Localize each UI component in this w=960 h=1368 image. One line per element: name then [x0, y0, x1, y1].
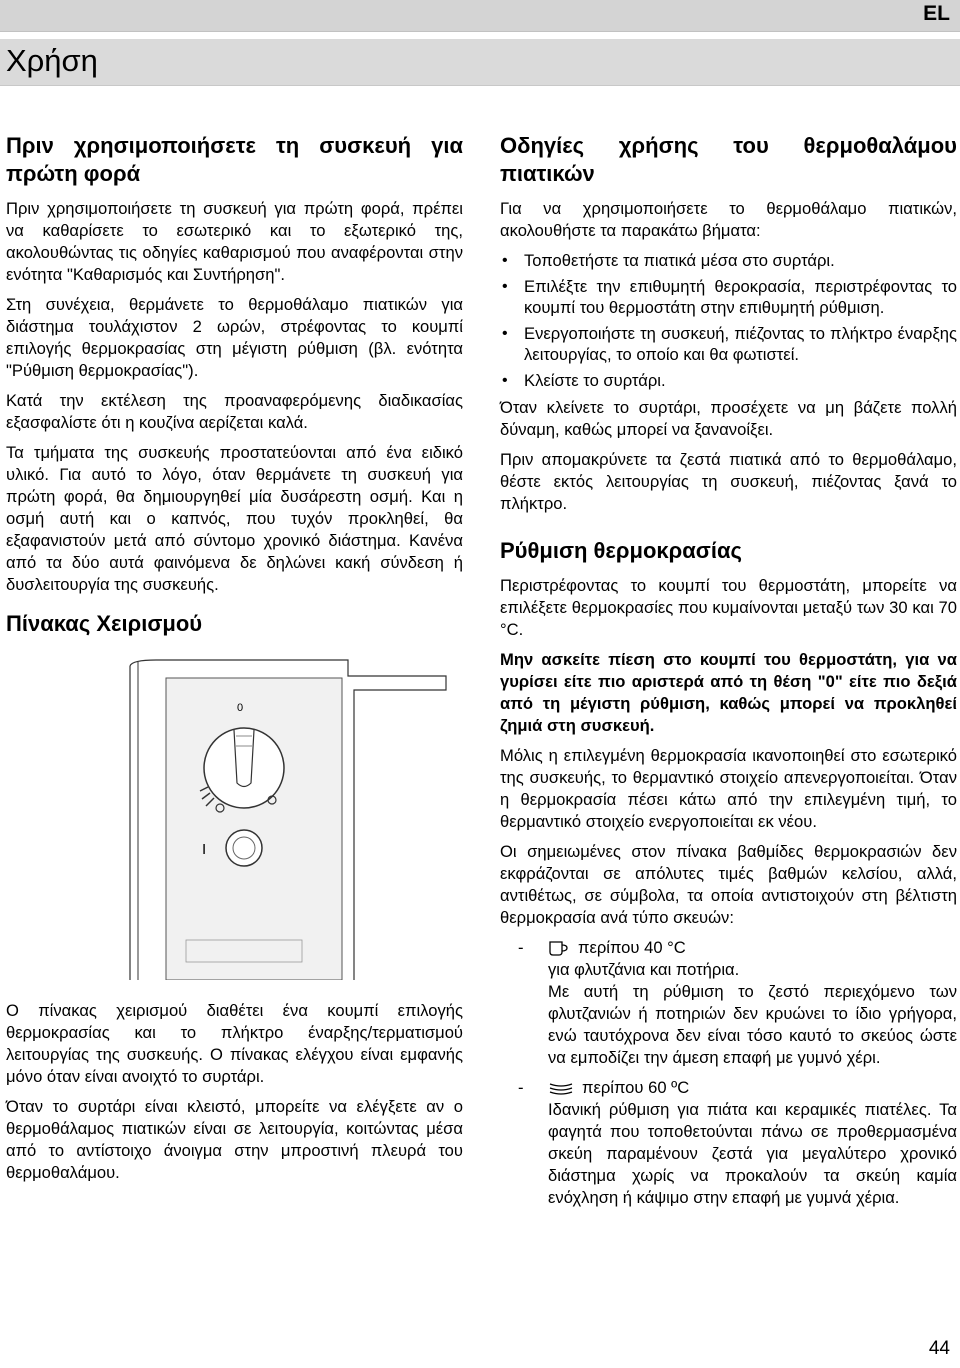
- setting-plates-text: Ιδανική ρύθμιση για πιάτα και κεραμικές πιατέλες. Τα φαγητά που τοποθετούνται πάνω σε προθερμασμένα σκεύη παραμένουν ζεστά για μεγαλύτερο χρονικό διάστημα χωρίς να προκαλούν τα σκεύη καμία ενόχληση ή κάψιμο στην επαφή με γυμνά χέρια.: [548, 1100, 957, 1207]
- cup-icon: [548, 939, 570, 957]
- plates-icon: [548, 1080, 574, 1096]
- instructions-intro: Για να χρησιμοποιήσετε το θερμοθάλαμο πιατικών, ακολουθήστε τα παρακάτω βήματα:: [500, 199, 957, 240]
- page-number: 44: [928, 1338, 950, 1359]
- control-panel-figure: [6, 650, 461, 980]
- setting-plates-temp: περίπου 60 ºC: [582, 1078, 690, 1097]
- dash-marker: -: [518, 1078, 524, 1097]
- control-panel-paragraph-2: Όταν το συρτάρι είναι κλειστό, μπορείτε να ελέγξετε αν ο θερμοθάλαμος πιατικών είναι σε λειτουργία, κοιτώντας μέσα από το αντίστοιχο άνοιγμα στην μπροστινή πλευρά του θερμοθαλάμου.: [6, 1097, 463, 1182]
- dash-marker: -: [518, 938, 524, 957]
- page-title: Χρήση: [6, 43, 98, 78]
- control-panel-drawing: [6, 650, 461, 980]
- instructions-heading: Οδηγίες χρήσης του θερμοθαλάμου πιατικών: [500, 133, 957, 186]
- switch-on-label: I: [202, 841, 207, 858]
- setting-cups: [500, 937, 957, 1069]
- right-column: [500, 132, 957, 1209]
- first-use-paragraph-1: Πριν χρησιμοποιήσετε τη συσκευή για πρώτη φορά, πρέπει να καθαρίσετε το εσωτερικό και το εξωτερικό της, ακολουθώντας τις οδηγίες καθαρισμού που αναφέρονται στην ενότητα "Καθαρισμός και Συντήρηση".: [6, 199, 463, 284]
- left-column: [6, 132, 463, 1192]
- list-item: • Κλείστε το συρτάρι.: [500, 370, 957, 391]
- temperature-paragraph-2: Μόλις η επιλεγμένη θερμοκρασία ικανοποιηθεί στο εσωτερικό της συσκευής, το θερμαντικό στοιχείο απενεργοποιείται. Όταν η θερμοκρασία πέσει κάτω από την επιλεγμένη τιμή, το θερμαντικό στοιχείο ενεργοποιείται εκ νέου.: [500, 746, 957, 831]
- first-use-paragraph-4: Τα τμήματα της συσκευής προστατεύονται από ένα ειδικό υλικό. Για αυτό το λόγο, όταν θερμάνετε τη συσκευή για πρώτη φορά, θα δημιουργηθεί μία δυσάρεστη οσμή. Και η οσμή αυτή και ο καπνός, που τυχόν προκληθεί, θα εξαφανιστούν μετά από σύντομο χρονικό διάστημα. Κανένα από τα δύο αυτά φαινόμενα δε δηλώνει κακή σύνδεση ή δυσλειτουργία της συσκευής.: [6, 443, 463, 594]
- steps-list: [500, 250, 957, 391]
- first-use-paragraph-2: Στη συνέχεια, θερμάνετε το θερμοθάλαμο πιατικών για διάστημα τουλάχιστον 2 ωρών, στρέφοντας το κουμπί επιλογής θερμοκρασίας στη μέγιστη ρύθμιση (βλ. ενότητα "Ρύθμιση θερμοκρασίας").: [6, 295, 463, 380]
- list-item: • Ενεργοποιήστε τη συσκευή, πιέζοντας το πλήκτρο έναρξης λειτουργίας, το οποίο και θα φωτιστεί.: [500, 323, 957, 365]
- setting-cups-temp: περίπου 40 °C: [578, 938, 686, 957]
- knob-zero-label: 0: [237, 702, 244, 714]
- power-switch-icon: [226, 830, 262, 866]
- instructions-paragraph-2: Πριν απομακρύνετε τα ζεστά πιατικά από το θερμοθάλαμο, θέστε εκτός λειτουργίας τη συσκευή, πιέζοντας ξανά το πλήκτρο.: [500, 450, 957, 513]
- title-bar: [0, 39, 960, 86]
- setting-plates-title: [548, 1077, 957, 1099]
- setting-plates: [500, 1077, 957, 1209]
- first-use-heading: Πριν χρησιμοποιήσετε τη συσκευή για πρώτη φορά: [6, 133, 463, 186]
- control-panel-paragraph-1: Ο πίνακας χειρισμού διαθέτει ένα κουμπί επιλογής θερμοκρασίας και το πλήκτρο έναρξης/τερματισμού λειτουργίας της συσκευής. Ο πίνακας ελέγχου είναι εμφανής μόνο όταν είναι ανοιχτό το συρτάρι.: [6, 1001, 463, 1086]
- control-panel-heading: Πίνακας Χειρισμού: [6, 611, 203, 636]
- header-bar: [0, 0, 960, 32]
- list-item: • Τοποθετήστε τα πιατικά μέσα στο συρτάρι.: [500, 250, 957, 271]
- temperature-warning: Μην ασκείτε πίεση στο κουμπί του θερμοστάτη, για να γυρίσει είτε πιο αριστερά από τη θέση "0" είτε πιο δεξιά από τη μέγιστη ρύθμιση, καθώς μπορεί να προκληθεί ζημιά στη συσκευή.: [500, 650, 957, 735]
- setting-cups-text: για φλυτζάνια και ποτήρια. Με αυτή τη ρύθμιση το ζεστό περιεχόμενο των φλυτζανιών ή ποτηριών δεν κρυώνει το ίδιο γρήγορα, ενώ ταυτόχρονα δεν είναι τόσο καυτό το σκεύος ώστε να εμποδίζει την άμεση επαφή με γυμνό χέρι.: [548, 960, 957, 1067]
- temperature-paragraph-3: Οι σημειωμένες στον πίνακα βαθμίδες θερμοκρασιών δεν εκφράζονται σε απόλυτες τιμές βαθμών κελσίου, αλλά, αντιθέτως, σε σύμβολα, τα οποία αντιστοιχούν στη βέλτιστη θερμοκρασία ανά τύπο σκευών:: [500, 842, 957, 927]
- temperature-paragraph-1: Περιστρέφοντας το κουμπί του θερμοστάτη, μπορείτε να επιλέξετε θερμοκρασίες που κυμαίνονται μεταξύ των 30 και 70 °C.: [500, 576, 957, 639]
- list-item: • Επιλέξτε την επιθυμητή θεροκρασία, περιστρέφοντας το κουμπί του θερμοστάτη στην επιθυμητή ρύθμιση.: [500, 276, 957, 318]
- language-code: EL: [923, 2, 950, 25]
- instructions-paragraph-1: Όταν κλείνετε το συρτάρι, προσέχετε να μη βάζετε πολλή δύναμη, καθώς μπορεί να ξανανοίξει.: [500, 398, 957, 439]
- temperature-heading: Ρύθμιση θερμοκρασίας: [500, 538, 742, 563]
- setting-cups-title: [548, 937, 957, 959]
- first-use-paragraph-3: Κατά την εκτέλεση της προαναφερόμενης διαδικασίας εξασφαλίστε ότι η κουζίνα αερίζεται καλά.: [6, 391, 463, 432]
